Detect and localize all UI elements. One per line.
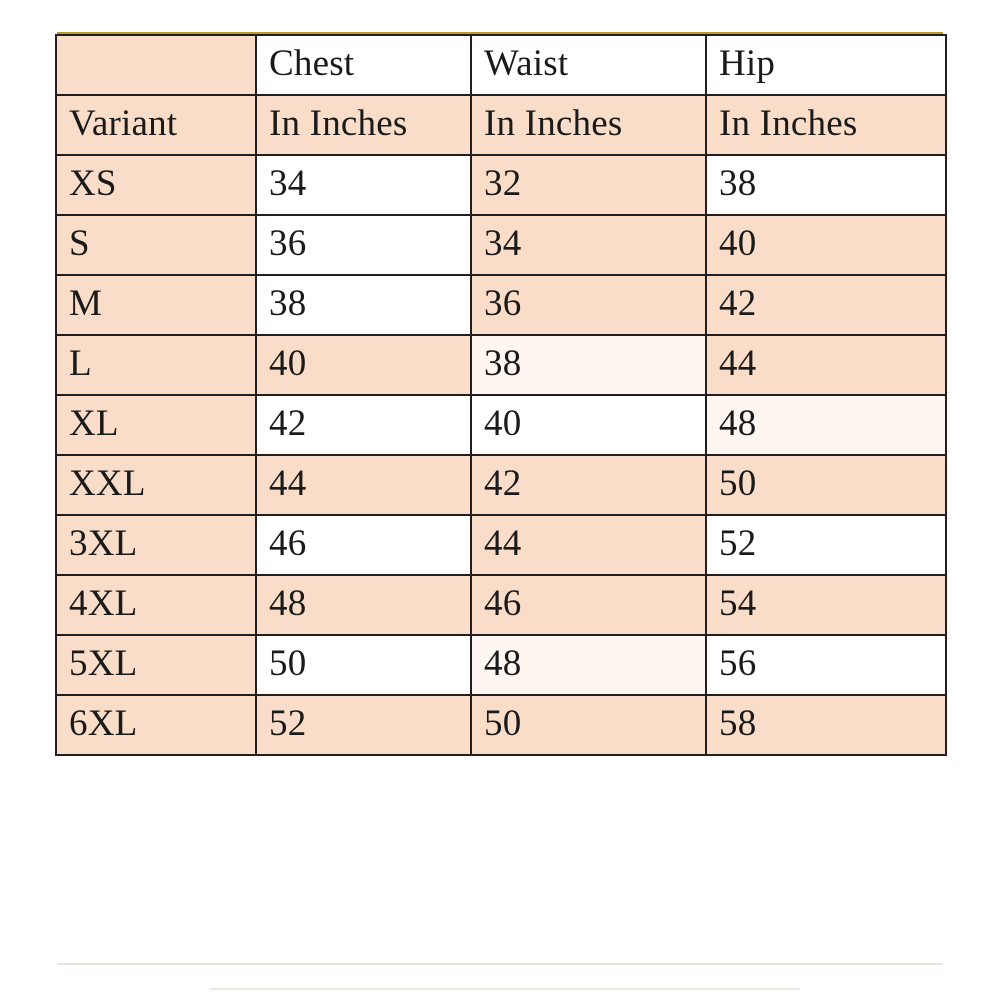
table-header-row-2 (56, 95, 946, 155)
cell-chest: 52 (256, 695, 471, 755)
cell-chest: 42 (256, 395, 471, 455)
header-cell-waist-unit: In Inches (471, 95, 706, 155)
cell-chest: 40 (256, 335, 471, 395)
table-row (56, 335, 946, 395)
size-chart-container (55, 34, 945, 756)
cell-variant: 6XL (56, 695, 256, 755)
cell-variant: S (56, 215, 256, 275)
cell-variant: 3XL (56, 515, 256, 575)
cell-waist: 44 (471, 515, 706, 575)
table-row (56, 275, 946, 335)
cell-hip: 50 (706, 455, 946, 515)
header-cell-blank (56, 35, 256, 95)
table-row (56, 635, 946, 695)
cell-hip: 42 (706, 275, 946, 335)
cell-chest: 48 (256, 575, 471, 635)
cell-hip: 44 (706, 335, 946, 395)
cell-variant: L (56, 335, 256, 395)
cell-variant: 5XL (56, 635, 256, 695)
cell-hip: 58 (706, 695, 946, 755)
cell-waist: 46 (471, 575, 706, 635)
cell-variant: M (56, 275, 256, 335)
cell-waist: 48 (471, 635, 706, 695)
table-row (56, 515, 946, 575)
table-row (56, 395, 946, 455)
cell-waist: 42 (471, 455, 706, 515)
table-row (56, 455, 946, 515)
cell-waist: 40 (471, 395, 706, 455)
cell-chest: 36 (256, 215, 471, 275)
header-cell-hip-unit: In Inches (706, 95, 946, 155)
cell-waist: 34 (471, 215, 706, 275)
cell-waist: 50 (471, 695, 706, 755)
table-row (56, 215, 946, 275)
cell-hip: 54 (706, 575, 946, 635)
cell-waist: 38 (471, 335, 706, 395)
table-row (56, 695, 946, 755)
bottom-rule-divider (57, 963, 943, 965)
header-cell-chest: Chest (256, 35, 471, 95)
cell-chest: 44 (256, 455, 471, 515)
table-header-row-1 (56, 35, 946, 95)
header-cell-hip: Hip (706, 35, 946, 95)
cell-hip: 56 (706, 635, 946, 695)
cell-chest: 50 (256, 635, 471, 695)
cell-chest: 38 (256, 275, 471, 335)
cell-chest: 46 (256, 515, 471, 575)
table-row (56, 155, 946, 215)
cell-variant: XXL (56, 455, 256, 515)
cell-hip: 40 (706, 215, 946, 275)
faint-bottom-divider (210, 988, 800, 990)
cell-waist: 32 (471, 155, 706, 215)
header-cell-chest-unit: In Inches (256, 95, 471, 155)
cell-hip: 48 (706, 395, 946, 455)
size-chart-table (55, 34, 947, 756)
cell-hip: 52 (706, 515, 946, 575)
cell-variant: 4XL (56, 575, 256, 635)
cell-waist: 36 (471, 275, 706, 335)
header-cell-variant: Variant (56, 95, 256, 155)
table-row (56, 575, 946, 635)
cell-variant: XL (56, 395, 256, 455)
cell-variant: XS (56, 155, 256, 215)
cell-hip: 38 (706, 155, 946, 215)
header-cell-waist: Waist (471, 35, 706, 95)
cell-chest: 34 (256, 155, 471, 215)
